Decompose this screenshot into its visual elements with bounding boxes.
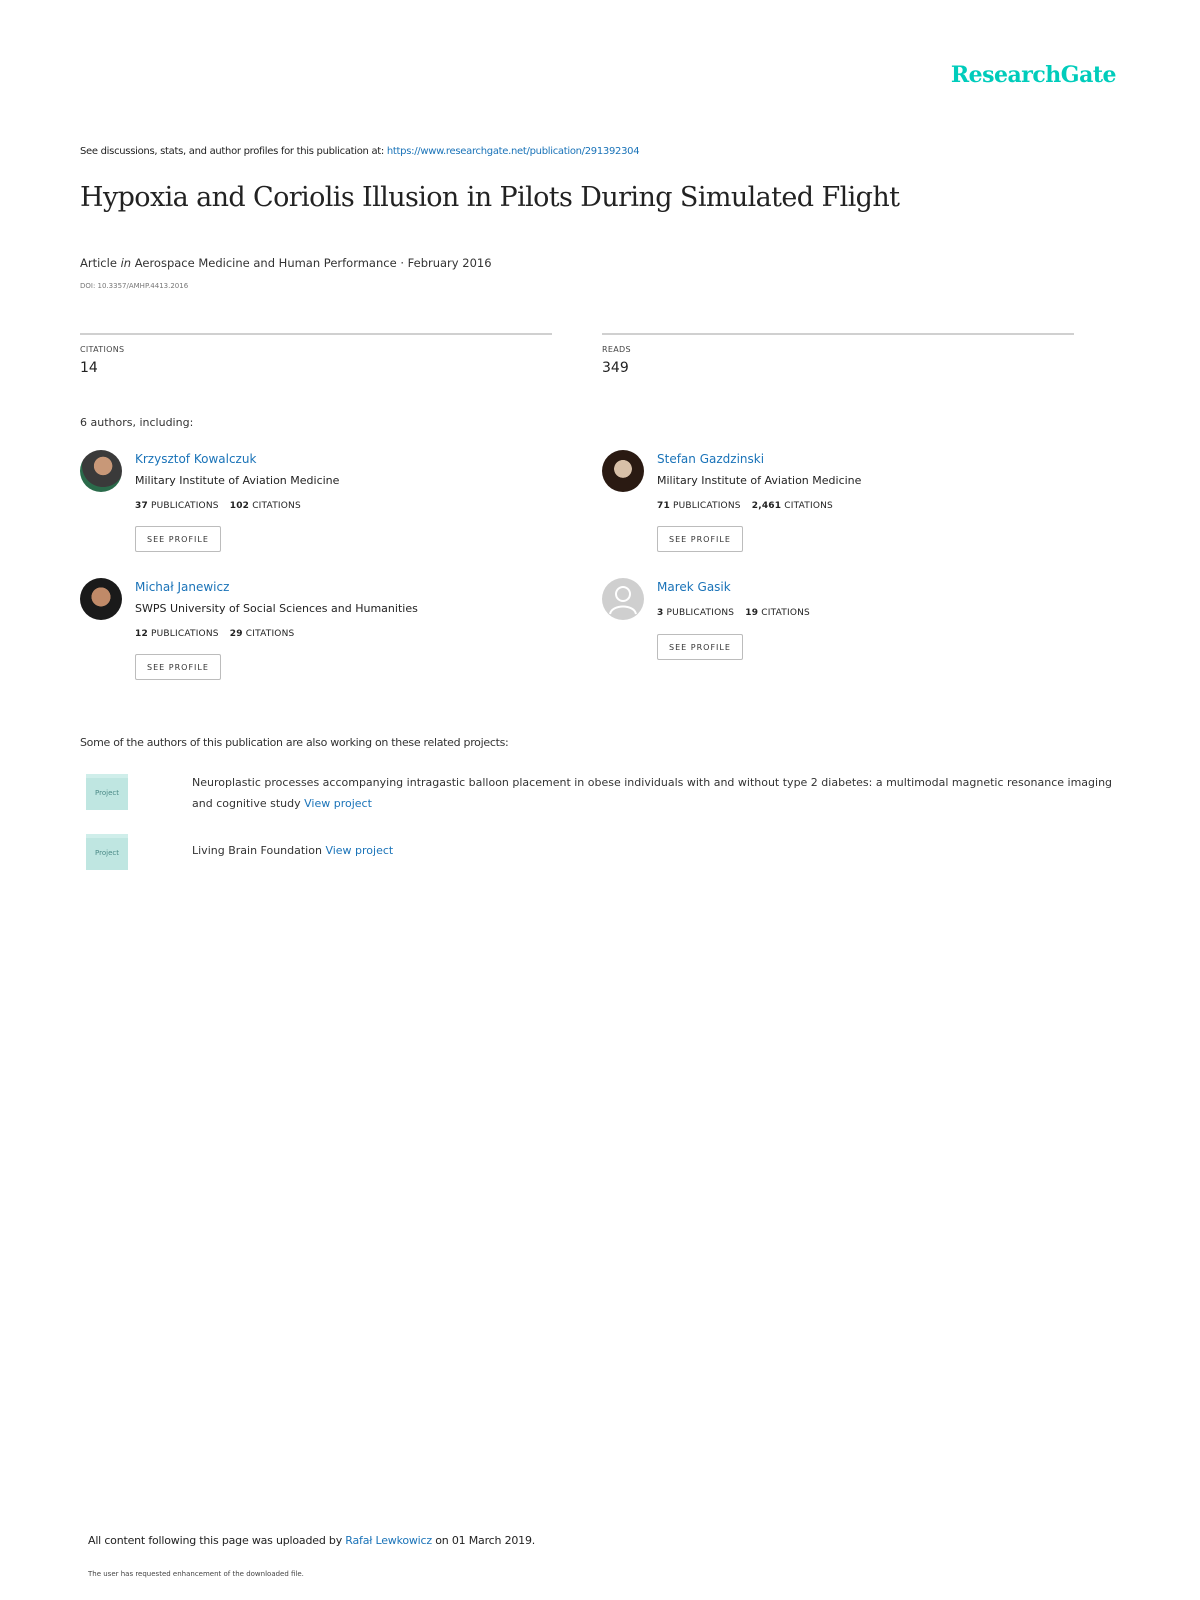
reads-stat bbox=[602, 333, 1074, 376]
reads-value: 349 bbox=[602, 360, 629, 376]
publications-count: 12 bbox=[135, 629, 148, 639]
publications-label: PUBLICATIONS bbox=[666, 608, 735, 618]
citations-label: CITATIONS bbox=[784, 501, 833, 511]
project-description bbox=[192, 772, 1132, 814]
publications-label: PUBLICATIONS bbox=[151, 629, 219, 639]
uploader-link[interactable]: Rafał Lewkowicz bbox=[345, 1534, 432, 1547]
project-title: Living Brain Foundation bbox=[192, 844, 322, 857]
author-name[interactable]: Michał Janewicz bbox=[135, 580, 230, 594]
publications-label: PUBLICATIONS bbox=[151, 501, 219, 511]
publication-meta bbox=[80, 256, 492, 270]
view-project-link[interactable]: View project bbox=[325, 844, 394, 857]
see-profile-button[interactable]: SEE PROFILE bbox=[657, 526, 743, 552]
publications-count: 71 bbox=[657, 501, 670, 511]
project-title: Neuroplastic processes accompanying intragastic balloon placement in obese individuals with and without type 2 diabetes: a multimodal magnetic resonance imaging and cognitive study bbox=[192, 776, 1113, 810]
author-name[interactable]: Krzysztof Kowalczuk bbox=[135, 452, 257, 466]
citations-count: 29 bbox=[229, 629, 243, 639]
journal-info: Aerospace Medicine and Human Performance · February 2016 bbox=[134, 256, 492, 270]
author-name[interactable]: Stefan Gazdzinski bbox=[657, 452, 765, 466]
author-institution: Military Institute of Aviation Medicine bbox=[135, 474, 340, 487]
view-project-link[interactable]: View project bbox=[304, 797, 372, 810]
upload-suffix: on 01 March 2019. bbox=[435, 1534, 536, 1547]
article-type: Article bbox=[80, 256, 117, 270]
project-icon bbox=[86, 834, 128, 870]
author-institution: Military Institute of Aviation Medicine bbox=[657, 474, 862, 487]
author-stats bbox=[657, 501, 833, 511]
see-profile-button[interactable]: SEE PROFILE bbox=[135, 654, 221, 680]
see-discussions-line bbox=[80, 146, 639, 157]
publications-count: 3 bbox=[657, 608, 664, 618]
related-projects-heading: Some of the authors of this publication are also working on these related projects: bbox=[80, 736, 509, 749]
in-label: in bbox=[120, 256, 132, 270]
publications-label: PUBLICATIONS bbox=[673, 501, 741, 511]
author-stats bbox=[657, 608, 810, 618]
project-icon bbox=[86, 774, 128, 810]
avatar[interactable] bbox=[80, 450, 122, 492]
project-description bbox=[192, 840, 1132, 861]
project-icon-label: Project bbox=[86, 838, 128, 870]
upload-prefix: All content following this page was uploaded by bbox=[88, 1534, 342, 1547]
project-icon-label: Project bbox=[86, 778, 128, 810]
upload-note bbox=[88, 1534, 535, 1547]
researchgate-logo[interactable]: ResearchGate bbox=[950, 62, 1116, 88]
avatar[interactable] bbox=[602, 450, 644, 492]
author-card-gazdzinski bbox=[602, 450, 1082, 570]
publication-title: Hypoxia and Coriolis Illusion in Pilots During Simulated Flight bbox=[80, 182, 900, 213]
citations-label: CITATIONS bbox=[761, 608, 810, 618]
citations-count: 2,461 bbox=[751, 501, 782, 511]
see-profile-button[interactable]: SEE PROFILE bbox=[657, 634, 743, 660]
author-card-kowalczuk bbox=[80, 450, 560, 570]
avatar[interactable] bbox=[80, 578, 122, 620]
reads-label: READS bbox=[602, 345, 631, 354]
citations-count: 19 bbox=[745, 608, 759, 618]
enhancement-note: The user has requested enhancement of the downloaded file. bbox=[88, 1570, 304, 1578]
citations-stat bbox=[80, 333, 552, 376]
see-discussions-text: See discussions, stats, and author profiles for this publication at: bbox=[80, 146, 384, 157]
citations-count: 102 bbox=[229, 501, 250, 511]
author-stats bbox=[135, 501, 301, 511]
see-profile-button[interactable]: SEE PROFILE bbox=[135, 526, 221, 552]
citations-value: 14 bbox=[80, 360, 98, 376]
publication-url-link[interactable]: https://www.researchgate.net/publication/291392304 bbox=[386, 146, 640, 157]
placeholder-person-icon[interactable] bbox=[602, 578, 644, 620]
author-card-gasik bbox=[602, 578, 1082, 698]
author-card-janewicz bbox=[80, 578, 560, 698]
authors-heading: 6 authors, including: bbox=[80, 416, 194, 429]
citations-label: CITATIONS bbox=[252, 501, 301, 511]
author-institution: SWPS University of Social Sciences and Humanities bbox=[135, 602, 418, 615]
author-stats bbox=[135, 629, 294, 639]
citations-label: CITATIONS bbox=[80, 345, 125, 354]
citations-label: CITATIONS bbox=[245, 629, 295, 639]
doi: DOI: 10.3357/AMHP.4413.2016 bbox=[80, 282, 189, 290]
publications-count: 37 bbox=[135, 501, 148, 511]
author-name[interactable]: Marek Gasik bbox=[657, 580, 731, 594]
